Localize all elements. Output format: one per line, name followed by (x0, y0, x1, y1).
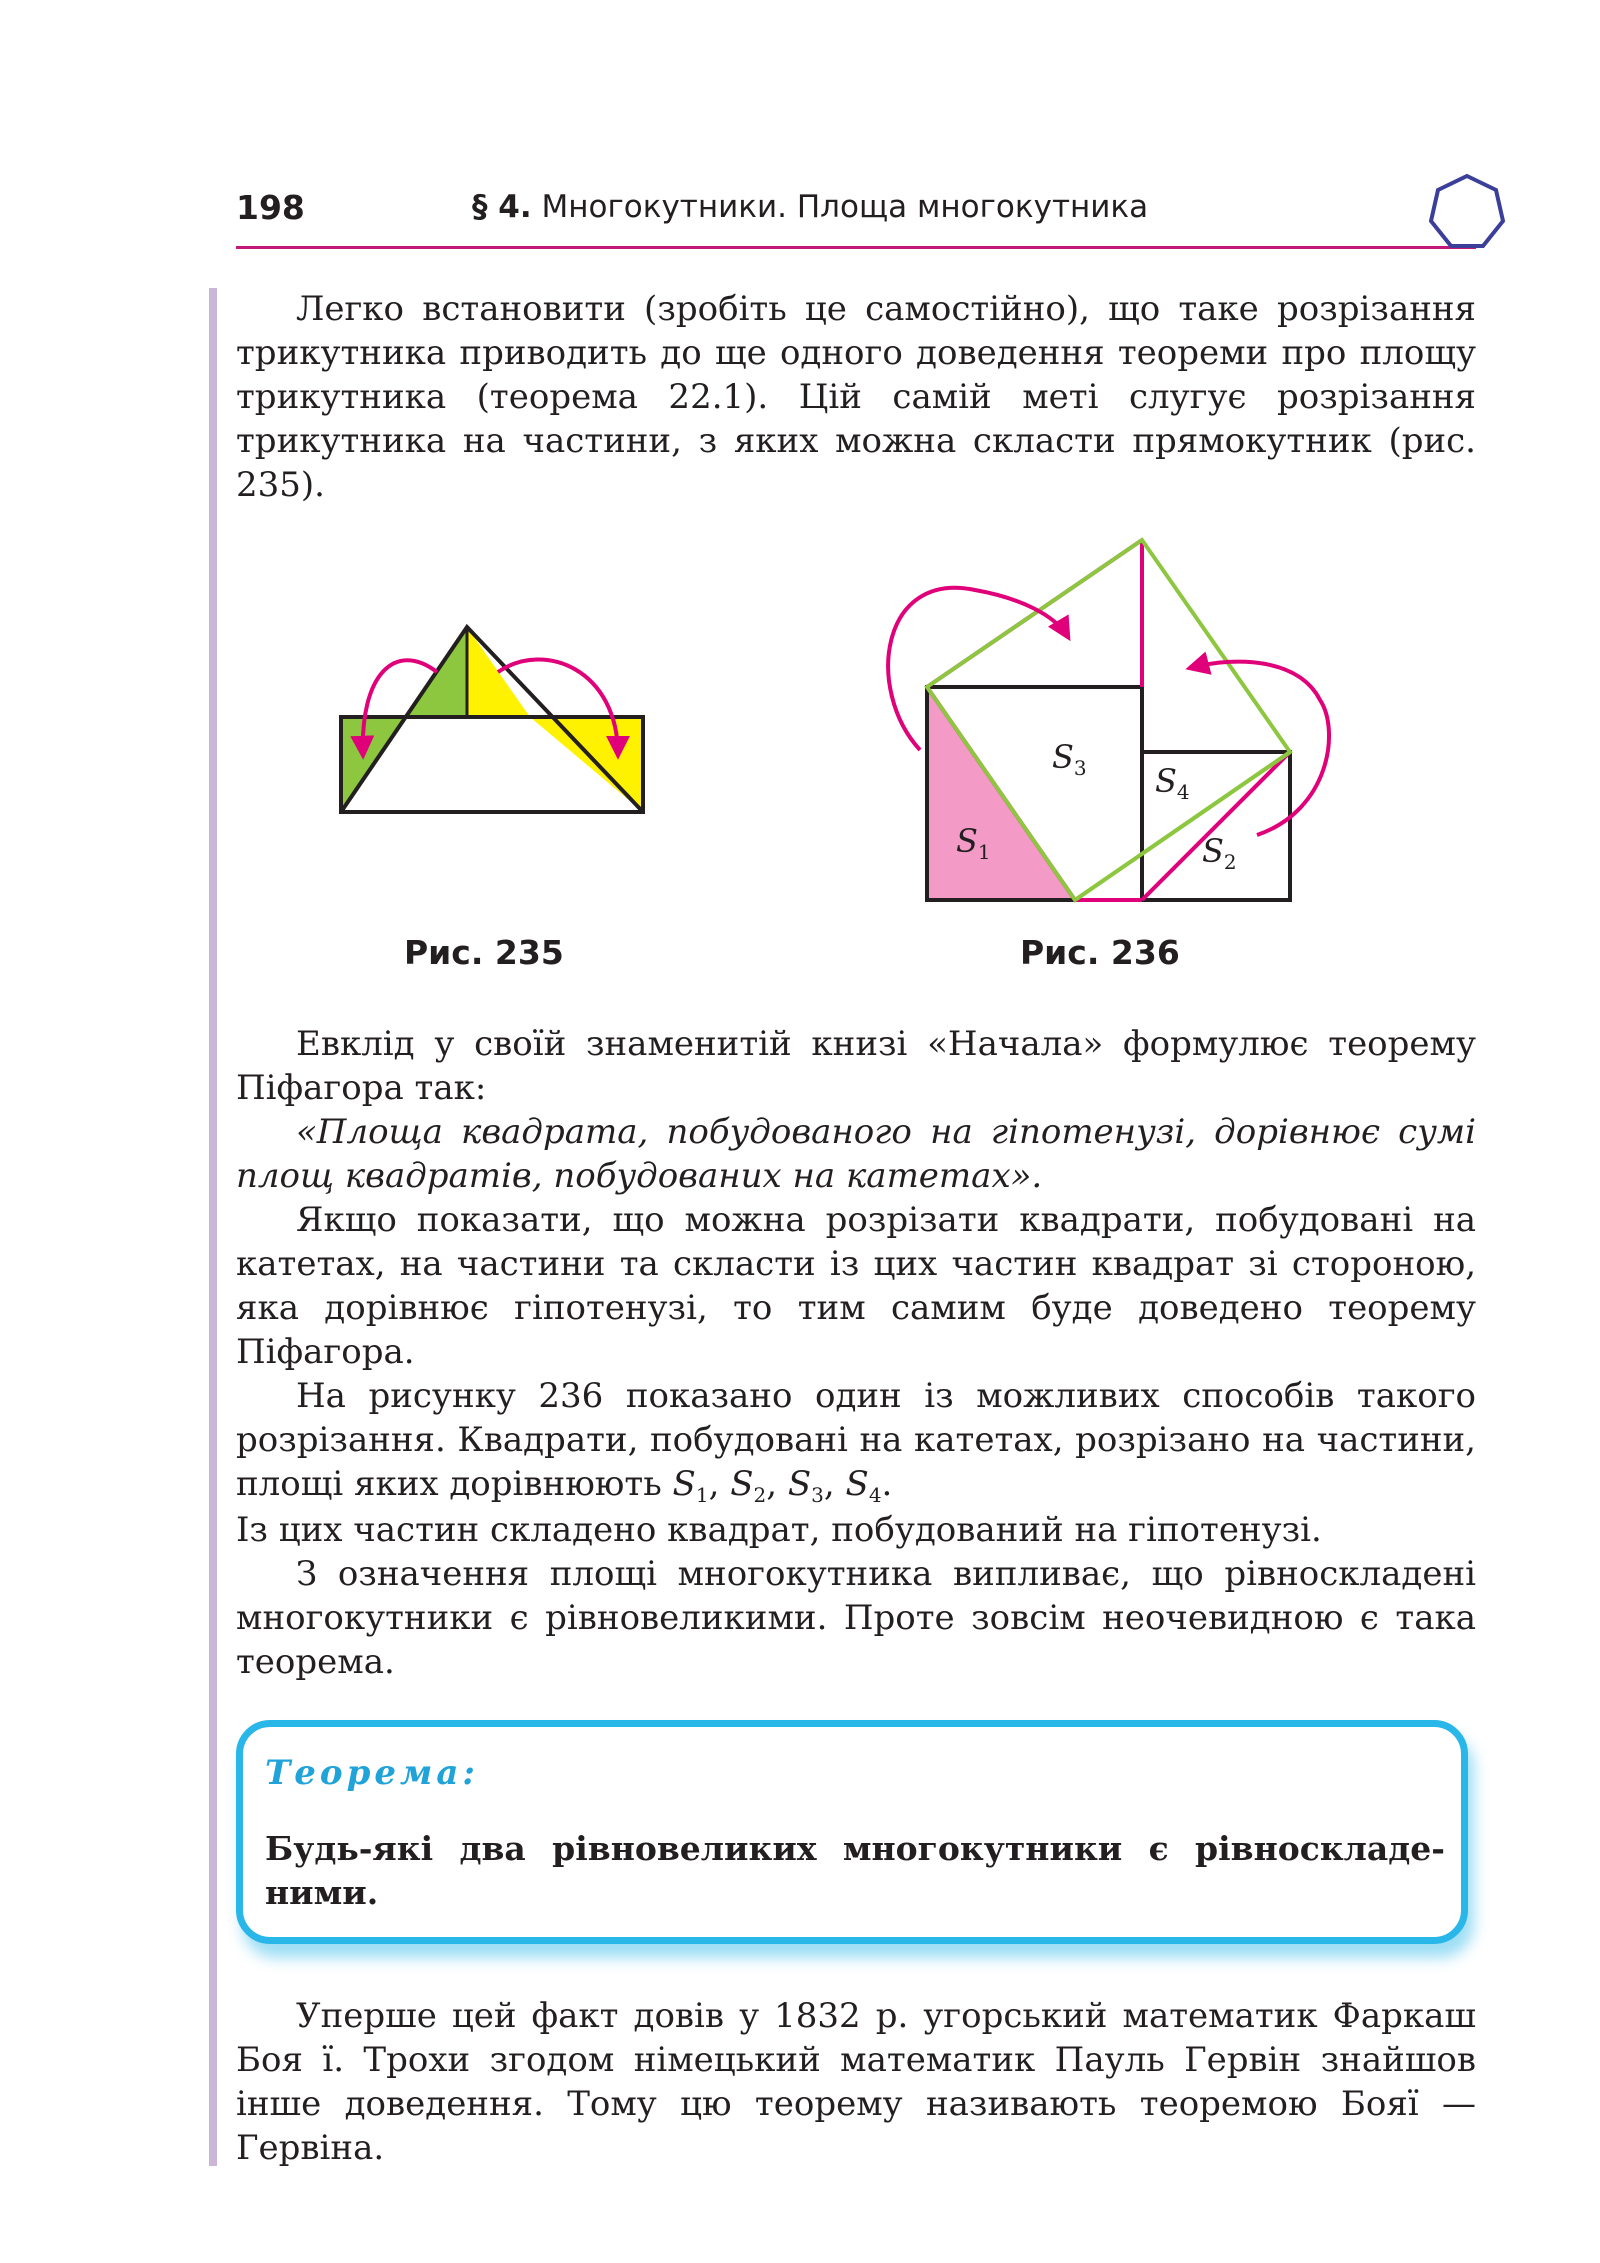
label-s4-sub: 4 (1176, 780, 1190, 804)
label-s1-sub: 1 (977, 840, 991, 864)
math-s2-letter: S (730, 1464, 754, 1504)
label-s3-sub: 3 (1073, 756, 1087, 780)
math-s3-letter: S (787, 1464, 812, 1504)
math-s3 (787, 1464, 824, 1507)
theorem-text: Будь-які два рівновеликих многокутники є рівноскладеними. (265, 1829, 1445, 1912)
fig235-yellow-right (530, 717, 643, 812)
label-s4-letter: S (1155, 762, 1177, 800)
math-s2-sub: 2 (753, 1483, 767, 1507)
paragraph-figure-236: На рисунку 236 показано один із можливих способів такого розрізання. Квадрати, побудовані на катетах, розрізано на частини, площі яких дорівнюють $S_1$, $S_2$, $S_3$, $S_4$. (236, 1376, 1476, 1507)
theorem-title: Теорема: (265, 1753, 479, 1793)
fig236-label-s4 (1155, 762, 1190, 804)
paragraph-figure-236-text: На рисунку 236 показано один із можливих способів такого розрізання. Квадрати, побудовані на катетах, розрізано на частини, площі яких дорівнюють (236, 1376, 1476, 1504)
paragraph-quote: «Площа квадрата, побудованого на гіпотенузі, дорівнює сумі площ квадратів, побудованих на катетах». (236, 1112, 1476, 1196)
math-s3-sub: 3 (811, 1483, 824, 1507)
figures (0, 0, 1600, 960)
fig236-arrow-right (1190, 662, 1329, 835)
fig236-label-s3 (1052, 738, 1087, 780)
fig236-label-s1 (956, 822, 991, 864)
section-title-text: Многокутники. Площа многокутника (541, 189, 1149, 225)
math-s1-sub: 1 (695, 1483, 709, 1507)
page-number: 198 (236, 188, 305, 227)
figure-236 (888, 540, 1329, 900)
fig236-label-s2 (1202, 832, 1237, 874)
label-s2-letter: S (1202, 832, 1224, 870)
figure-235 (341, 627, 643, 812)
paragraph-composition: Із цих частин складено квадрат, побудований на гіпотенузі. (236, 1510, 1322, 1550)
math-s1-letter: S (672, 1464, 696, 1504)
math-s2 (730, 1464, 767, 1507)
paragraph-euclid: Евклід у своїй знаменитій книзі «Начала» формулює теорему Піфагора так: (236, 1024, 1476, 1108)
paragraph-cutting: Якщо показати, що можна розрізати квадрати, побудовані на катетах, на частини та скласти із цих частин квадрат зі стороною, яка дорівнює гіпотенузі, то тим самим буде доведено теорему Піфагора. (236, 1200, 1476, 1372)
math-s4 (845, 1464, 882, 1507)
theorem-box (236, 1720, 1468, 1944)
math-s4-letter: S (845, 1464, 869, 1504)
caption-fig-235: Рис. 235 (404, 933, 564, 972)
paragraph-intro: Легко встановити (зробіть це самостійно), що таке розрізання трикутника приводить до ще одного доведення теореми про площу трикутника (теорема 22.1). Цій самій меті слугує розрізання трикутника на частини, з яких можна скласти прямокутник (рис. 235). (236, 289, 1476, 505)
label-s3-letter: S (1052, 738, 1074, 776)
fig236-arrow-left (888, 588, 1068, 750)
paragraph-definition: З означення площі многокутника випливає, що рівноскладені многокутники є рівновеликими. Проте зовсім неочевидною є така теорема. (236, 1554, 1476, 1682)
math-s1 (672, 1464, 709, 1507)
section-mark: § 4. (472, 189, 532, 225)
label-s1-letter: S (956, 822, 978, 860)
math-s4-sub: 4 (868, 1483, 882, 1507)
caption-fig-236: Рис. 236 (1020, 933, 1180, 972)
paragraph-history: Уперше цей факт довів у 1832 р. угорський математик Фаркаш Боя ї. Трохи згодом німецький математик Пауль Гервін знайшов інше доведення. Тому цю теорему називають теоремою Бояї — Гервіна. (236, 1996, 1476, 2168)
label-s2-sub: 2 (1223, 850, 1237, 874)
